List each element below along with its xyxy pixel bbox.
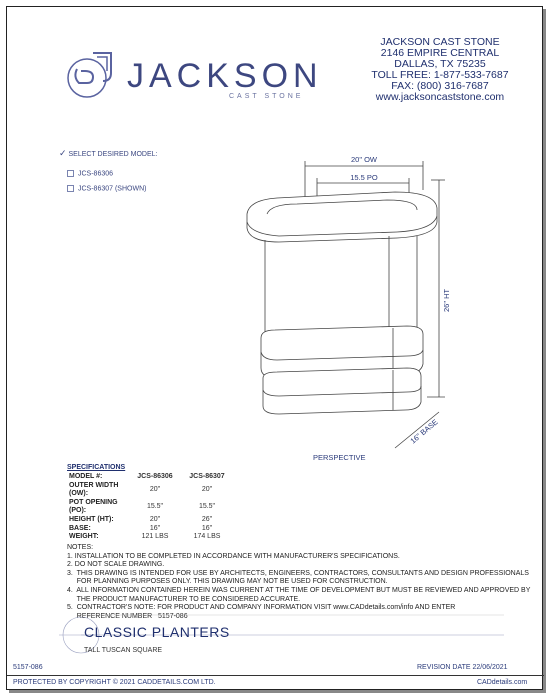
- footer-divider: [7, 675, 544, 676]
- model-option-86307[interactable]: JCS-86307 (SHOWN): [67, 185, 146, 192]
- note-line: 1. INSTALLATION TO BE COMPLETED IN ACCORDANCE WITH MANUFACTURER'S SPECIFICATIONS.: [67, 552, 400, 560]
- note-line: THE PRODUCT MANUFACTURER TO BE CONSIDERED ACCURATE.: [67, 595, 301, 603]
- note-line: FOR PLANNING PURPOSES ONLY. THIS DRAWING MAY NOT BE USED FOR CONSTRUCTION.: [67, 578, 388, 586]
- table-row: POT OPENING (PO): 15.5" 15.5": [69, 498, 216, 515]
- specifications-block: [67, 464, 233, 542]
- toll-free-phone: TOLL FREE: 1-877-533-7687: [371, 69, 509, 81]
- company-address-block: [365, 37, 515, 103]
- dim-base-label: 16" BASE: [408, 417, 440, 446]
- dim-ht-label: 26" HT: [442, 288, 451, 312]
- notes-block: [67, 544, 531, 621]
- table-header-row: MODEL #: JCS-86306 JCS-86307: [69, 473, 225, 480]
- checkbox-86306[interactable]: [67, 170, 74, 177]
- website-link[interactable]: www.jacksoncaststone.com: [375, 91, 505, 103]
- table-row: BASE: 16" 16": [69, 524, 213, 532]
- fax-number: FAX: (800) 316-7687: [391, 80, 489, 92]
- note-line: 2. DO NOT SCALE DRAWING.: [67, 561, 165, 569]
- logo-wordmark: JACKSON: [127, 57, 323, 95]
- perspective-label: PERSPECTIVE: [313, 453, 366, 462]
- copyright-notice: PROTECTED BY COPYRIGHT © 2021 CADDETAILS.COM LTD.: [13, 679, 216, 686]
- select-model-heading: ✓ SELECT DESIRED MODEL:: [59, 148, 158, 158]
- jackson-logo-icon: [63, 47, 123, 102]
- table-row: OUTER WIDTH (OW): 20" 20": [69, 481, 213, 498]
- drawing-sheet: [6, 6, 543, 690]
- note-line: 3. THIS DRAWING IS INTENDED FOR USE BY ARCHITECTS, ENGINEERS, CONTRACTORS, CONSULTANTS AND DESIGN PROFESSIONALS: [67, 569, 529, 577]
- model-option-86306[interactable]: JCS-86306: [67, 170, 113, 177]
- company-name: JACKSON CAST STONE: [380, 36, 500, 48]
- note-line: 4. ALL INFORMATION CONTAINED HEREIN WAS CURRENT AT THE TIME OF DEVELOPMENT BUT MUST BE REVIEWED AND APPROVED BY: [67, 586, 531, 594]
- specifications-table: [67, 473, 233, 542]
- address-line-2: DALLAS, TX 75235: [394, 58, 486, 70]
- checkbox-86307[interactable]: [67, 185, 74, 192]
- reference-number: 5157-086: [13, 664, 43, 671]
- logo-subtitle: CAST STONE: [229, 93, 304, 100]
- address-line-1: 2146 EMPIRE CENTRAL: [380, 47, 500, 59]
- dim-po-label: 15.5 PO: [350, 173, 378, 182]
- note-line: REFERENCE NUMBER 5157-086: [67, 612, 188, 620]
- planter-perspective-drawing: [227, 152, 467, 452]
- caddetails-brand-link[interactable]: CADdetails.com: [477, 679, 528, 686]
- note-line: 5. CONTRACTOR'S NOTE: FOR PRODUCT AND COMPANY INFORMATION VISIT www.CADdetails.com/info AND ENTER: [67, 604, 456, 612]
- checkmark-icon: ✓: [59, 148, 67, 158]
- dim-ow-label: 20" OW: [350, 155, 378, 164]
- drawing-title: CLASSIC PLANTERS: [84, 624, 230, 640]
- table-row: WEIGHT: 121 LBS 174 LBS: [69, 533, 221, 541]
- drawing-subtitle: TALL TUSCAN SQUARE: [84, 647, 163, 654]
- specifications-title: SPECIFICATIONS: [67, 464, 126, 471]
- table-row: HEIGHT (HT): 20" 26": [69, 515, 213, 523]
- notes-title: NOTES:: [67, 544, 94, 551]
- revision-date: REVISION DATE 22/06/2021: [417, 664, 508, 671]
